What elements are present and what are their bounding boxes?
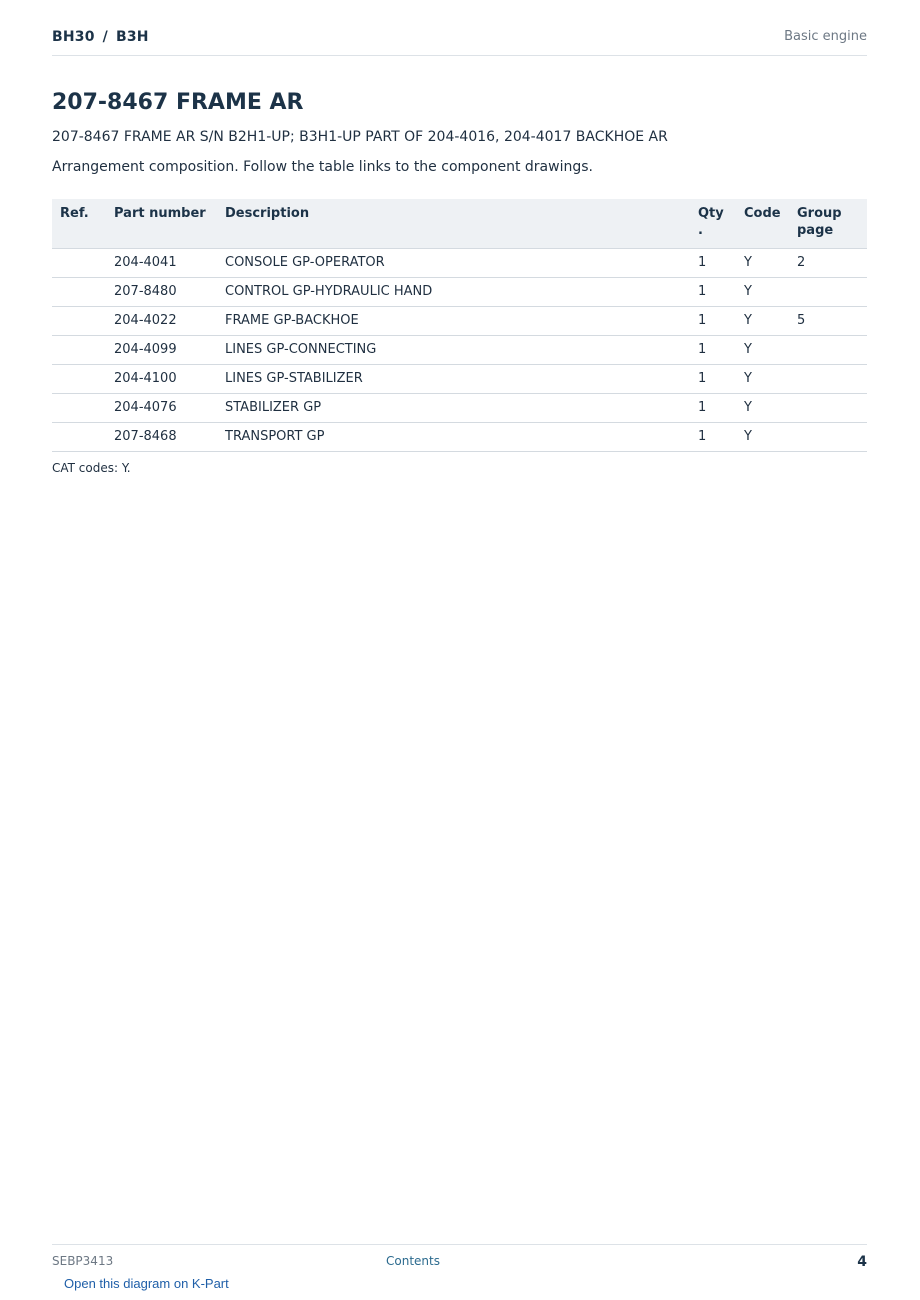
cell-qty: 1 — [690, 365, 736, 394]
table-row — [52, 365, 867, 394]
table-row — [52, 278, 867, 307]
group-page-link[interactable]: 5 — [789, 307, 867, 336]
part-number-link[interactable]: 204-4041 — [106, 249, 217, 278]
cell-part-number: 204-4099 — [106, 336, 217, 365]
table-row — [52, 249, 867, 278]
cell-part-number: 207-8480 — [106, 278, 217, 307]
col-ref-header: Ref. — [52, 199, 106, 249]
group-page-link[interactable]: 2 — [789, 249, 867, 278]
table-row — [52, 394, 867, 423]
cell-description: TRANSPORT GP — [217, 423, 690, 452]
cell-ref — [52, 394, 106, 423]
cell-group-page — [789, 336, 867, 365]
col-code-header: Code — [736, 199, 789, 249]
table-row — [52, 336, 867, 365]
header-serial-prefix: B3H — [116, 29, 149, 45]
cell-part-number: 204-4100 — [106, 365, 217, 394]
cell-ref — [52, 249, 106, 278]
header-section: Basic engine — [784, 29, 867, 44]
cat-codes-note: CAT codes: Y. — [52, 461, 131, 475]
table-row — [52, 307, 867, 336]
col-description-header: Description — [217, 199, 690, 249]
header-separator: / — [102, 29, 108, 45]
cell-code: Y — [736, 249, 789, 278]
cell-code: Y — [736, 365, 789, 394]
cell-description: STABILIZER GP — [217, 394, 690, 423]
cell-ref — [52, 365, 106, 394]
col-part-number-header: Part number — [106, 199, 217, 249]
footer-page-number: 4 — [857, 1254, 867, 1270]
cell-qty: 1 — [690, 249, 736, 278]
cell-code: Y — [736, 307, 789, 336]
header-breadcrumb — [52, 28, 149, 46]
cell-description: CONTROL GP-HYDRAULIC HAND — [217, 278, 690, 307]
cell-description: LINES GP-STABILIZER — [217, 365, 690, 394]
page-subtitle: 207-8467 FRAME AR S/N B2H1-UP; B3H1-UP PART OF 204-4016, 204-4017 BACKHOE AR — [52, 129, 668, 145]
intro-text: Arrangement composition. Follow the table links to the component drawings. — [52, 159, 593, 175]
cell-description: LINES GP-CONNECTING — [217, 336, 690, 365]
cell-qty: 1 — [690, 394, 736, 423]
cell-group-page — [789, 423, 867, 452]
cell-part-number: 204-4076 — [106, 394, 217, 423]
table-body — [52, 249, 867, 452]
col-group-page-header: Group page — [789, 199, 867, 249]
table-row — [52, 423, 867, 452]
cell-code: Y — [736, 394, 789, 423]
footer-doc-number: SEBP3413 — [52, 1254, 114, 1268]
page-title: 207-8467 FRAME AR — [52, 90, 304, 115]
page-footer — [52, 1244, 867, 1275]
parts-table — [52, 199, 867, 452]
cell-qty: 1 — [690, 423, 736, 452]
cell-ref — [52, 423, 106, 452]
cell-description: CONSOLE GP-OPERATOR — [217, 249, 690, 278]
page-header — [52, 28, 867, 56]
part-number-link[interactable]: 204-4022 — [106, 307, 217, 336]
cell-code: Y — [736, 423, 789, 452]
cell-code: Y — [736, 336, 789, 365]
cell-part-number: 207-8468 — [106, 423, 217, 452]
cell-ref — [52, 336, 106, 365]
cell-qty: 1 — [690, 278, 736, 307]
table-header-row — [52, 199, 867, 249]
cell-code: Y — [736, 278, 789, 307]
cell-group-page — [789, 365, 867, 394]
kpart-diagram-link[interactable]: Open this diagram on K-Part — [64, 1276, 229, 1291]
header-model: BH30 — [52, 29, 95, 45]
cell-group-page — [789, 278, 867, 307]
cell-ref — [52, 307, 106, 336]
cell-group-page — [789, 394, 867, 423]
cell-qty: 1 — [690, 307, 736, 336]
cell-description: FRAME GP-BACKHOE — [217, 307, 690, 336]
cell-qty: 1 — [690, 336, 736, 365]
footer-contents-link[interactable]: Contents — [386, 1254, 440, 1268]
col-qty-header: Qty . — [690, 199, 736, 249]
cell-ref — [52, 278, 106, 307]
